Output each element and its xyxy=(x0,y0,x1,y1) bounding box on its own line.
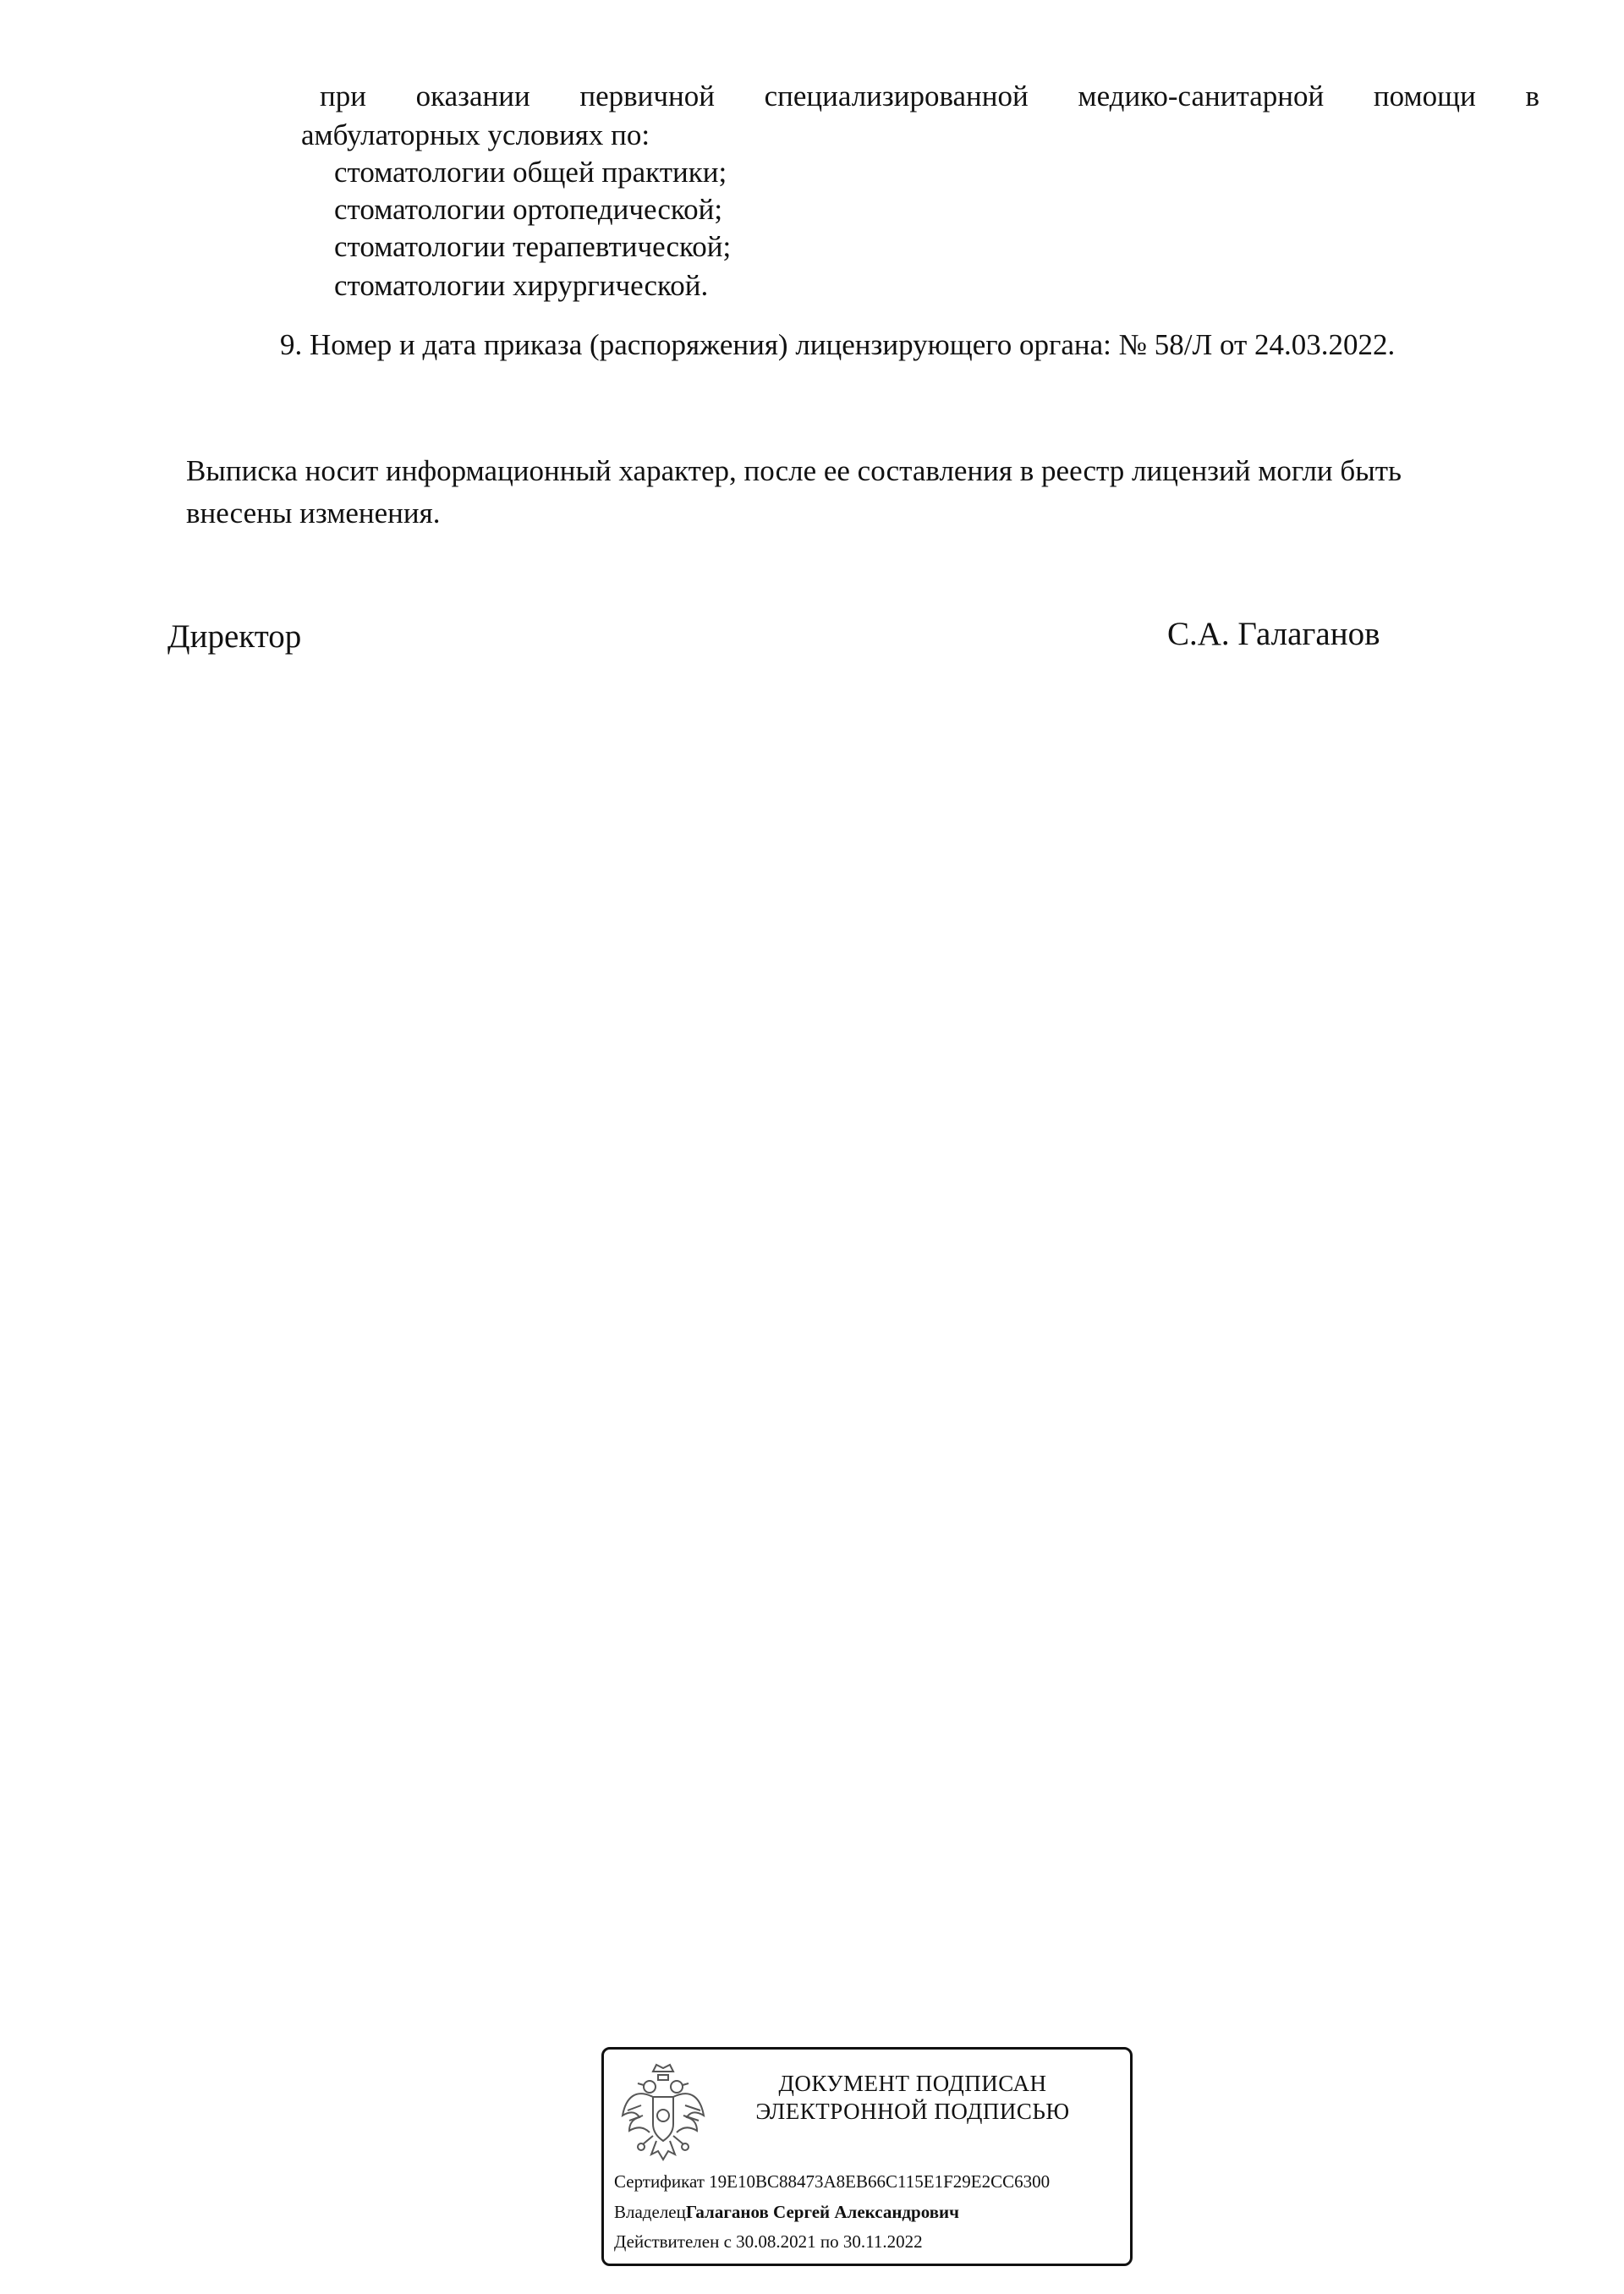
order-number-paragraph: 9. Номер и дата приказа (распоряжения) лицензирующего органа: № 58/Л от 24.03.2022. xyxy=(280,328,1396,361)
note-line-2: внесены изменения. xyxy=(186,497,441,530)
certificate-value: 19E10BC88473A8EB66C115E1F29E2CC6300 xyxy=(709,2171,1051,2192)
stamp-title-line-1: ДОКУМЕНТ ПОДПИСАН xyxy=(778,2071,1047,2096)
intro-line-1: при оказании первичной специализированной медико-санитарной помощи в xyxy=(320,80,1539,113)
certificate-label: Сертификат xyxy=(614,2171,705,2192)
signer-position: Директор xyxy=(167,618,302,655)
certificate-line xyxy=(614,2171,1130,2192)
list-item: стоматологии терапевтической; xyxy=(334,230,732,263)
intro-line-2: амбулаторных условиях по: xyxy=(301,118,650,151)
list-item: стоматологии хирургической. xyxy=(334,269,709,302)
russian-coat-of-arms-icon xyxy=(619,2063,707,2161)
electronic-signature-stamp xyxy=(601,2047,1133,2266)
stamp-title-line-2: ЭЛЕКТРОННОЙ ПОДПИСЬЮ xyxy=(755,2099,1070,2124)
list-item: стоматологии ортопедической; xyxy=(334,193,723,226)
list-item: стоматологии общей практики; xyxy=(334,156,727,189)
owner-line xyxy=(614,2201,959,2223)
validity-line: Действителен с 30.08.2021 по 30.11.2022 xyxy=(614,2231,923,2252)
owner-value: Галаганов Сергей Александрович xyxy=(685,2202,959,2222)
owner-label: Владелец xyxy=(614,2202,686,2222)
signer-name: С.А. Галаганов xyxy=(1167,616,1380,652)
note-line-1: Выписка носит информационный характер, после ее составления в реестр лицензий могли быть xyxy=(186,454,1402,487)
